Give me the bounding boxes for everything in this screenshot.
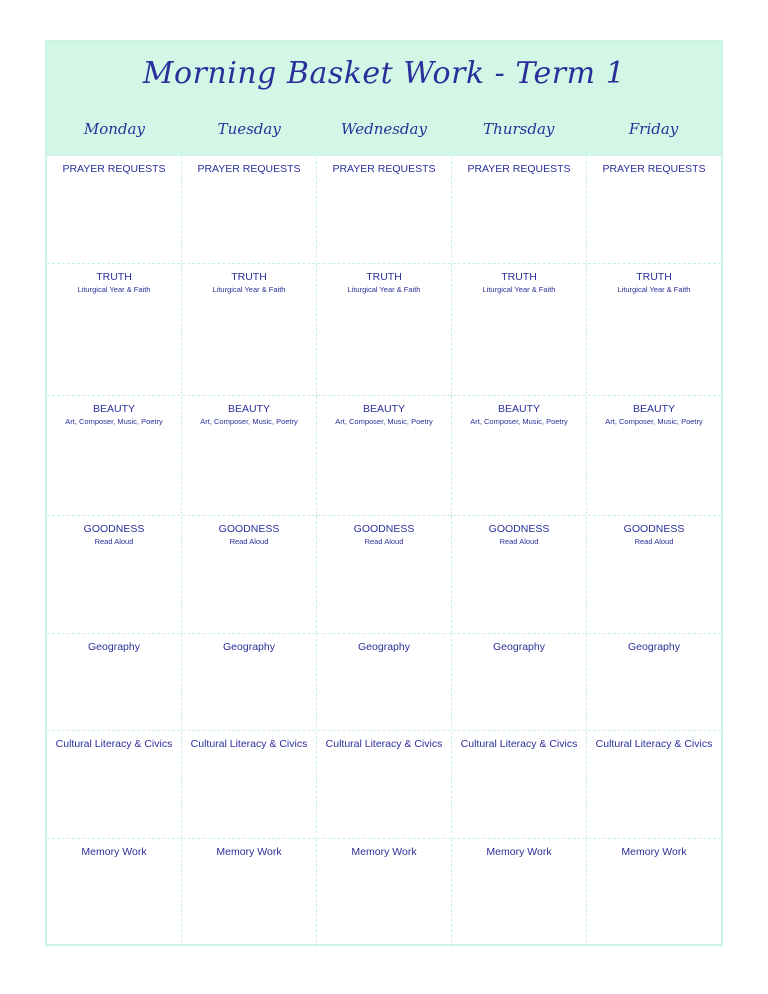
day-header-tuesday: Tuesday xyxy=(217,120,281,138)
cell-sublabel: Liturgical Year & Faith xyxy=(347,285,421,294)
cell-sublabel: Art, Composer, Music, Poetry xyxy=(200,417,298,426)
cell-label: Geography xyxy=(358,641,410,653)
cell-label: Memory Work xyxy=(621,846,687,858)
day-header-wednesday: Wednesday xyxy=(341,120,427,138)
cell-label: BEAUTY xyxy=(227,403,270,415)
cell-thursday[interactable] xyxy=(452,516,587,633)
cell-label: TRUTH xyxy=(366,271,402,283)
cell-sublabel: Read Aloud xyxy=(94,537,134,546)
cell-thursday[interactable] xyxy=(452,264,587,395)
cell-label: GOODNESS xyxy=(488,523,550,535)
cell-monday[interactable] xyxy=(47,156,182,263)
cell-label: Cultural Literacy & Civics xyxy=(190,738,308,750)
cell-label: BEAUTY xyxy=(632,403,675,415)
cell-sublabel: Liturgical Year & Faith xyxy=(482,285,556,294)
table-row xyxy=(47,396,721,516)
cell-sublabel: Read Aloud xyxy=(364,537,404,546)
cell-tuesday[interactable] xyxy=(182,516,317,633)
cell-label: Cultural Literacy & Civics xyxy=(325,738,443,750)
cell-sublabel: Liturgical Year & Faith xyxy=(212,285,286,294)
cell-label: PRAYER REQUESTS xyxy=(332,163,436,175)
table-row xyxy=(47,264,721,396)
cell-tuesday[interactable] xyxy=(182,396,317,515)
cell-wednesday[interactable] xyxy=(317,516,452,633)
day-headers xyxy=(47,120,721,138)
cell-friday[interactable] xyxy=(587,839,721,947)
cell-label: PRAYER REQUESTS xyxy=(197,163,301,175)
cell-label: Memory Work xyxy=(351,846,417,858)
cell-thursday[interactable] xyxy=(452,396,587,515)
cell-label: GOODNESS xyxy=(353,523,415,535)
cell-label: PRAYER REQUESTS xyxy=(602,163,706,175)
cell-label: Geography xyxy=(493,641,545,653)
day-header-thursday: Thursday xyxy=(483,120,555,138)
cell-wednesday[interactable] xyxy=(317,731,452,838)
cell-tuesday[interactable] xyxy=(182,264,317,395)
cell-monday[interactable] xyxy=(47,264,182,395)
day-header-friday: Friday xyxy=(628,120,679,138)
cell-monday[interactable] xyxy=(47,731,182,838)
cell-wednesday[interactable] xyxy=(317,839,452,947)
cell-label: TRUTH xyxy=(501,271,537,283)
cell-label: Cultural Literacy & Civics xyxy=(595,738,713,750)
cell-monday[interactable] xyxy=(47,839,182,947)
cell-friday[interactable] xyxy=(587,731,721,838)
cell-thursday[interactable] xyxy=(452,634,587,730)
planner-sheet xyxy=(45,40,723,946)
cell-friday[interactable] xyxy=(587,396,721,515)
cell-label: GOODNESS xyxy=(218,523,280,535)
cell-wednesday[interactable] xyxy=(317,634,452,730)
table-row xyxy=(47,516,721,634)
cell-sublabel: Liturgical Year & Faith xyxy=(77,285,151,294)
cell-label: PRAYER REQUESTS xyxy=(467,163,571,175)
cell-label: BEAUTY xyxy=(362,403,405,415)
cell-tuesday[interactable] xyxy=(182,839,317,947)
cell-tuesday[interactable] xyxy=(182,156,317,263)
table-row xyxy=(47,839,721,947)
day-header-monday: Monday xyxy=(83,120,145,138)
cell-label: PRAYER REQUESTS xyxy=(62,163,166,175)
cell-label: TRUTH xyxy=(636,271,672,283)
table-row xyxy=(47,634,721,731)
cell-label: TRUTH xyxy=(231,271,267,283)
cell-label: Memory Work xyxy=(486,846,552,858)
cell-wednesday[interactable] xyxy=(317,264,452,395)
cell-thursday[interactable] xyxy=(452,731,587,838)
cell-monday[interactable] xyxy=(47,516,182,633)
cell-sublabel: Read Aloud xyxy=(229,537,269,546)
cell-sublabel: Read Aloud xyxy=(499,537,539,546)
table-row xyxy=(47,731,721,839)
cell-label: BEAUTY xyxy=(497,403,540,415)
cell-label: Memory Work xyxy=(216,846,282,858)
cell-label: TRUTH xyxy=(96,271,132,283)
cell-label: Memory Work xyxy=(81,846,147,858)
cell-label: Cultural Literacy & Civics xyxy=(55,738,173,750)
planner-grid xyxy=(47,156,721,947)
cell-tuesday[interactable] xyxy=(182,731,317,838)
cell-wednesday[interactable] xyxy=(317,396,452,515)
cell-label: Cultural Literacy & Civics xyxy=(460,738,578,750)
header-band xyxy=(47,42,721,156)
page-title: Morning Basket Work - Term 1 xyxy=(142,56,626,91)
cell-wednesday[interactable] xyxy=(317,156,452,263)
cell-sublabel: Art, Composer, Music, Poetry xyxy=(605,417,703,426)
cell-monday[interactable] xyxy=(47,634,182,730)
cell-label: Geography xyxy=(628,641,680,653)
cell-friday[interactable] xyxy=(587,634,721,730)
cell-tuesday[interactable] xyxy=(182,634,317,730)
cell-label: Geography xyxy=(88,641,140,653)
table-row xyxy=(47,156,721,264)
cell-thursday[interactable] xyxy=(452,156,587,263)
cell-sublabel: Art, Composer, Music, Poetry xyxy=(470,417,568,426)
cell-friday[interactable] xyxy=(587,264,721,395)
cell-friday[interactable] xyxy=(587,156,721,263)
cell-friday[interactable] xyxy=(587,516,721,633)
cell-sublabel: Liturgical Year & Faith xyxy=(617,285,691,294)
cell-label: GOODNESS xyxy=(623,523,685,535)
cell-thursday[interactable] xyxy=(452,839,587,947)
cell-sublabel: Art, Composer, Music, Poetry xyxy=(335,417,433,426)
cell-monday[interactable] xyxy=(47,396,182,515)
cell-sublabel: Read Aloud xyxy=(634,537,674,546)
cell-sublabel: Art, Composer, Music, Poetry xyxy=(65,417,163,426)
cell-label: BEAUTY xyxy=(92,403,135,415)
cell-label: Geography xyxy=(223,641,275,653)
cell-label: GOODNESS xyxy=(83,523,145,535)
